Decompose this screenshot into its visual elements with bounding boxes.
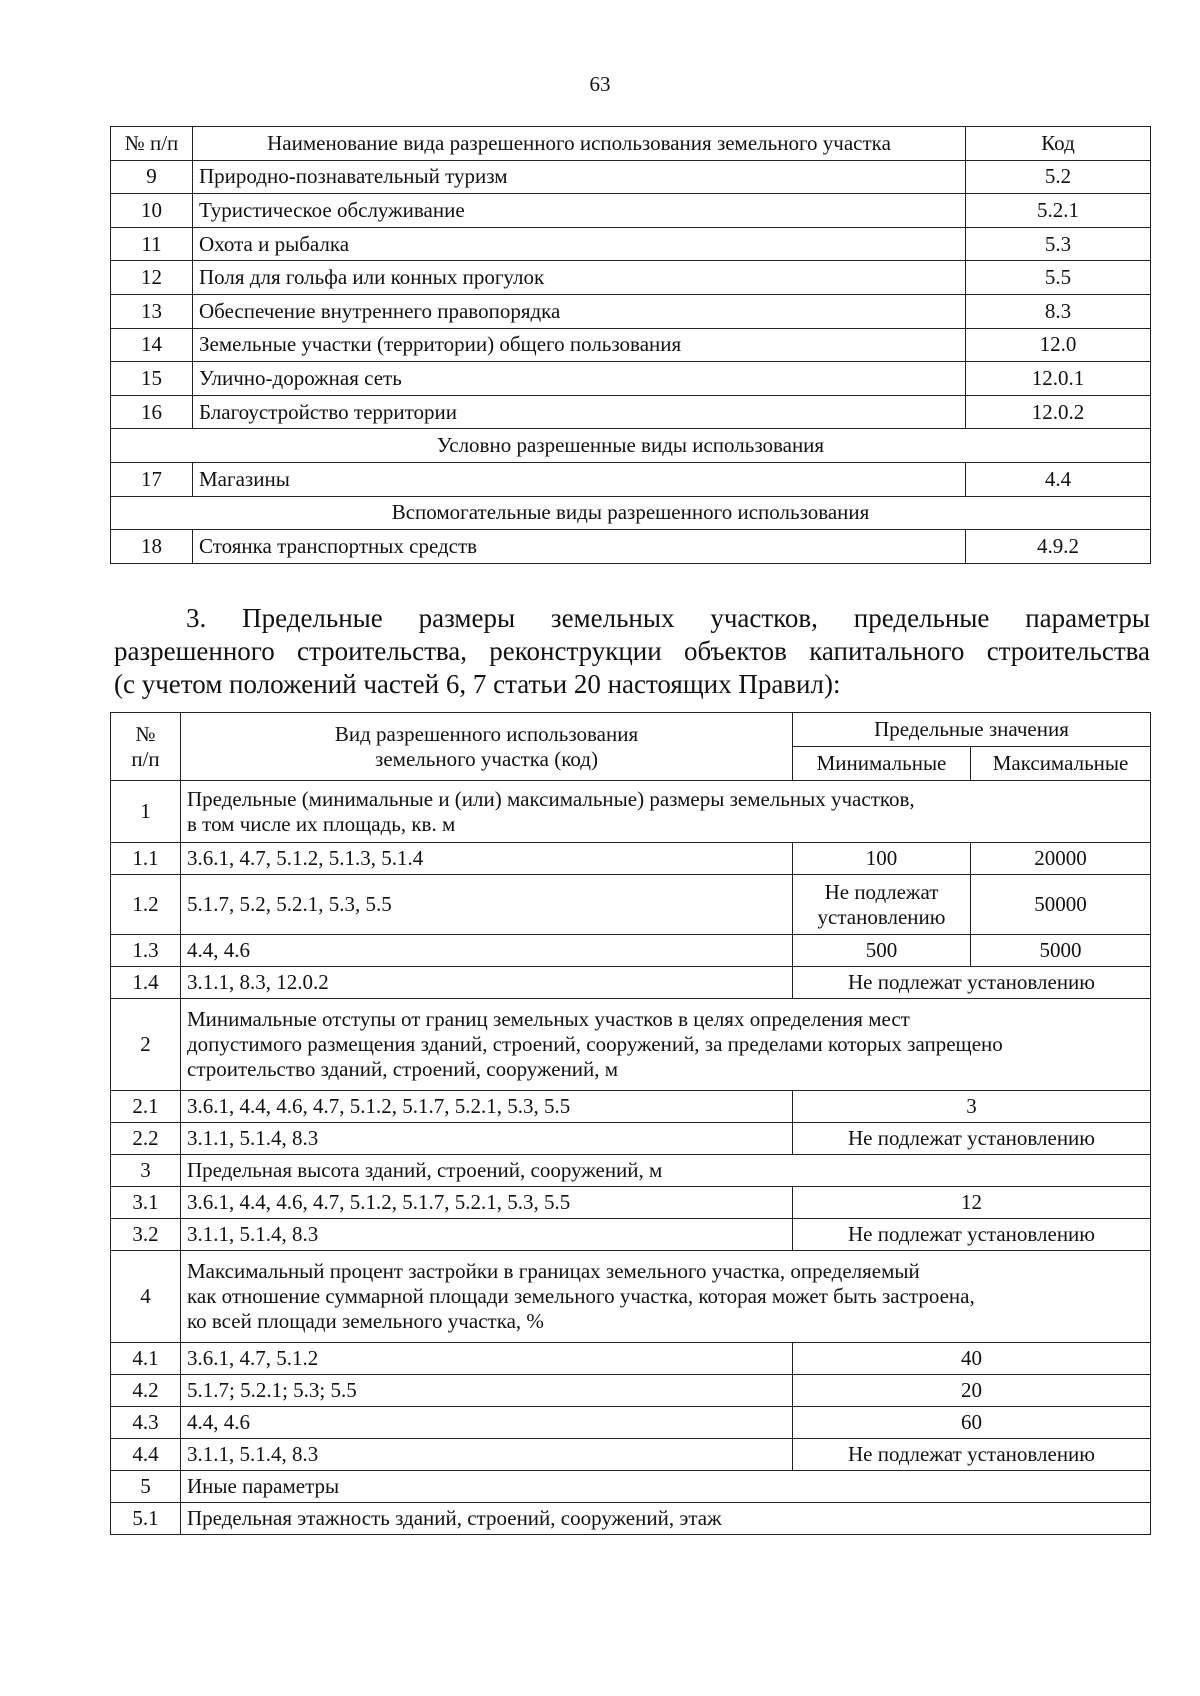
row-num: 2.1 [111,1091,181,1123]
section-text-line: Предельные (минимальные и (или) максимальные) размеры земельных участков, [187,786,915,811]
row-code: 12.0.2 [966,395,1151,429]
row-num: 5.1 [111,1503,181,1535]
row-num: 3 [111,1155,181,1187]
section-text-line: допустимого размещения зданий, строений, сооружений, за пределами которых запрещено [187,1032,1003,1056]
table-row [111,875,1151,935]
section-row [111,496,1151,530]
row-name: Природно-познавательный туризм [193,160,966,194]
row-num: 3.1 [111,1187,181,1219]
row-name: Туристическое обслуживание [193,194,966,228]
row-num: 4.3 [111,1407,181,1439]
section-text-line: ко всей площади земельного участка, % [187,1309,544,1333]
table-row [111,1407,1151,1439]
table-row [111,843,1151,875]
section-row [111,1155,1151,1187]
row-num: 18 [111,530,193,564]
row-codes: 3.1.1, 8.3, 12.0.2 [181,967,793,999]
header-min: Минимальные [793,747,971,781]
row-name: Земельные участки (территории) общего пользования [193,328,966,362]
table-row [111,1091,1151,1123]
row-num: 1.2 [111,875,181,935]
row-code: 8.3 [966,294,1151,328]
header-kind [181,713,793,781]
section-text-line: как отношение суммарной площади земельного участка, которая может быть застроена, [187,1284,975,1308]
permitted-use-table [110,126,1151,564]
row-num: 17 [111,462,193,496]
page-number: 63 [589,72,611,96]
row-num: 2 [111,999,181,1091]
row-value: 12 [793,1187,1151,1219]
row-num: 1 [111,781,181,843]
row-value: 40 [793,1343,1151,1375]
section-text [181,1251,1151,1343]
table-row [111,1439,1151,1471]
paragraph-line: (с учетом положений частей 6, 7 статьи 20 настоящих Правил): [114,669,841,699]
section-conditional: Условно разрешенные виды использования [111,429,1151,463]
row-num: 1.1 [111,843,181,875]
row-codes: 3.1.1, 5.1.4, 8.3 [181,1123,793,1155]
row-num: 16 [111,395,193,429]
row-min-line: Не подлежат [824,879,939,904]
table-row [111,462,1151,496]
section-text-line: Минимальные отступы от границ земельных участков в целях определения мест [187,1007,910,1031]
row-min: 500 [793,935,971,967]
row-num: 4.1 [111,1343,181,1375]
table-row [111,395,1151,429]
table-row [111,1503,1151,1535]
row-num: 9 [111,160,193,194]
row-num: 1.3 [111,935,181,967]
section-3-paragraph [114,602,1150,701]
header-code: Код [966,127,1151,161]
table-row [111,362,1151,396]
row-name: Благоустройство территории [193,395,966,429]
table-row [111,294,1151,328]
header-num-line: № [135,721,156,746]
table-row [111,530,1151,564]
row-name: Поля для гольфа или конных прогулок [193,261,966,295]
header-max: Максимальные [971,747,1151,781]
table-row [111,328,1151,362]
row-num: 12 [111,261,193,295]
row-code: 12.0.1 [966,362,1151,396]
row-name: Магазины [193,462,966,496]
table-row [111,1187,1151,1219]
row-value: 3 [793,1091,1151,1123]
table-row [111,935,1151,967]
row-max: 5000 [971,935,1151,967]
row-num: 4.4 [111,1439,181,1471]
table-row [111,1343,1151,1375]
row-codes: 3.6.1, 4.4, 4.6, 4.7, 5.1.2, 5.1.7, 5.2.1, 5.3, 5.5 [181,1187,793,1219]
row-text: Предельная этажность зданий, строений, сооружений, этаж [181,1503,1151,1535]
header-kind-line: Вид разрешенного использования [334,721,639,746]
row-num: 4.2 [111,1375,181,1407]
table-row [111,1219,1151,1251]
table-row [111,967,1151,999]
table-row [111,261,1151,295]
row-code: 5.2.1 [966,194,1151,228]
row-code: 4.9.2 [966,530,1151,564]
header-name: Наименование вида разрешенного использования земельного участка [193,127,966,161]
header-num [111,713,181,781]
section-text [181,999,1151,1091]
section-row [111,429,1151,463]
row-max: 50000 [971,875,1151,935]
row-name: Охота и рыбалка [193,227,966,261]
table-row [111,160,1151,194]
header-kind-line: земельного участка (код) [375,746,598,771]
row-code: 4.4 [966,462,1151,496]
row-max: 20000 [971,843,1151,875]
row-codes: 3.6.1, 4.7, 5.1.2, 5.1.3, 5.1.4 [181,843,793,875]
row-num: 3.2 [111,1219,181,1251]
row-value: Не подлежат установлению [793,1219,1151,1251]
row-value: Не подлежат установлению [793,1123,1151,1155]
header-num-line: п/п [131,746,160,771]
table-row [111,1375,1151,1407]
table-header-row [111,713,1151,747]
row-num: 14 [111,328,193,362]
row-codes: 3.6.1, 4.7, 5.1.2 [181,1343,793,1375]
row-num: 2.2 [111,1123,181,1155]
row-codes: 5.1.7; 5.2.1; 5.3; 5.5 [181,1375,793,1407]
section-text-line: в том числе их площадь, кв. м [187,811,456,836]
row-codes: 4.4, 4.6 [181,1407,793,1439]
paragraph-line: 3. Предельные размеры земельных участков, предельные параметры [186,603,1150,633]
row-code: 5.5 [966,261,1151,295]
table-row [111,227,1151,261]
section-text-line: Максимальный процент застройки в границах земельного участка, определяемый [187,1259,920,1283]
table-row [111,1123,1151,1155]
header-num: № п/п [111,127,193,161]
section-row [111,1251,1151,1343]
row-name: Стоянка транспортных средств [193,530,966,564]
row-code: 5.2 [966,160,1151,194]
row-min [793,875,971,935]
table-header-row [111,127,1151,161]
row-num: 13 [111,294,193,328]
section-row [111,781,1151,843]
row-codes: 3.1.1, 5.1.4, 8.3 [181,1439,793,1471]
row-codes: 3.6.1, 4.4, 4.6, 4.7, 5.1.2, 5.1.7, 5.2.1, 5.3, 5.5 [181,1091,793,1123]
row-codes: 5.1.7, 5.2, 5.2.1, 5.3, 5.5 [181,875,793,935]
section-row [111,1471,1151,1503]
row-num: 1.4 [111,967,181,999]
row-value: Не подлежат установлению [793,967,1151,999]
row-name: Обеспечение внутреннего правопорядка [193,294,966,328]
row-value: Не подлежат установлению [793,1439,1151,1471]
row-name: Улично-дорожная сеть [193,362,966,396]
row-value: 60 [793,1407,1151,1439]
row-codes: 3.1.1, 5.1.4, 8.3 [181,1219,793,1251]
paragraph-line: разрешенного строительства, реконструкции объектов капитального строительства [114,636,1150,666]
section-text [181,781,1151,843]
row-num: 10 [111,194,193,228]
section-text: Иные параметры [181,1471,1151,1503]
section-row [111,999,1151,1091]
row-min: 100 [793,843,971,875]
table-row [111,194,1151,228]
header-limits: Предельные значения [793,713,1151,747]
row-num: 5 [111,1471,181,1503]
section-text: Предельная высота зданий, строений, сооружений, м [181,1155,1151,1187]
row-codes: 4.4, 4.6 [181,935,793,967]
row-num: 15 [111,362,193,396]
section-auxiliary: Вспомогательные виды разрешенного использования [111,496,1151,530]
row-num: 11 [111,227,193,261]
row-value: 20 [793,1375,1151,1407]
row-num: 4 [111,1251,181,1343]
row-min-line: установлению [817,904,946,929]
section-text-line: строительство зданий, строений, сооружений, м [187,1057,619,1081]
limits-table [110,712,1151,1535]
row-code: 5.3 [966,227,1151,261]
row-code: 12.0 [966,328,1151,362]
